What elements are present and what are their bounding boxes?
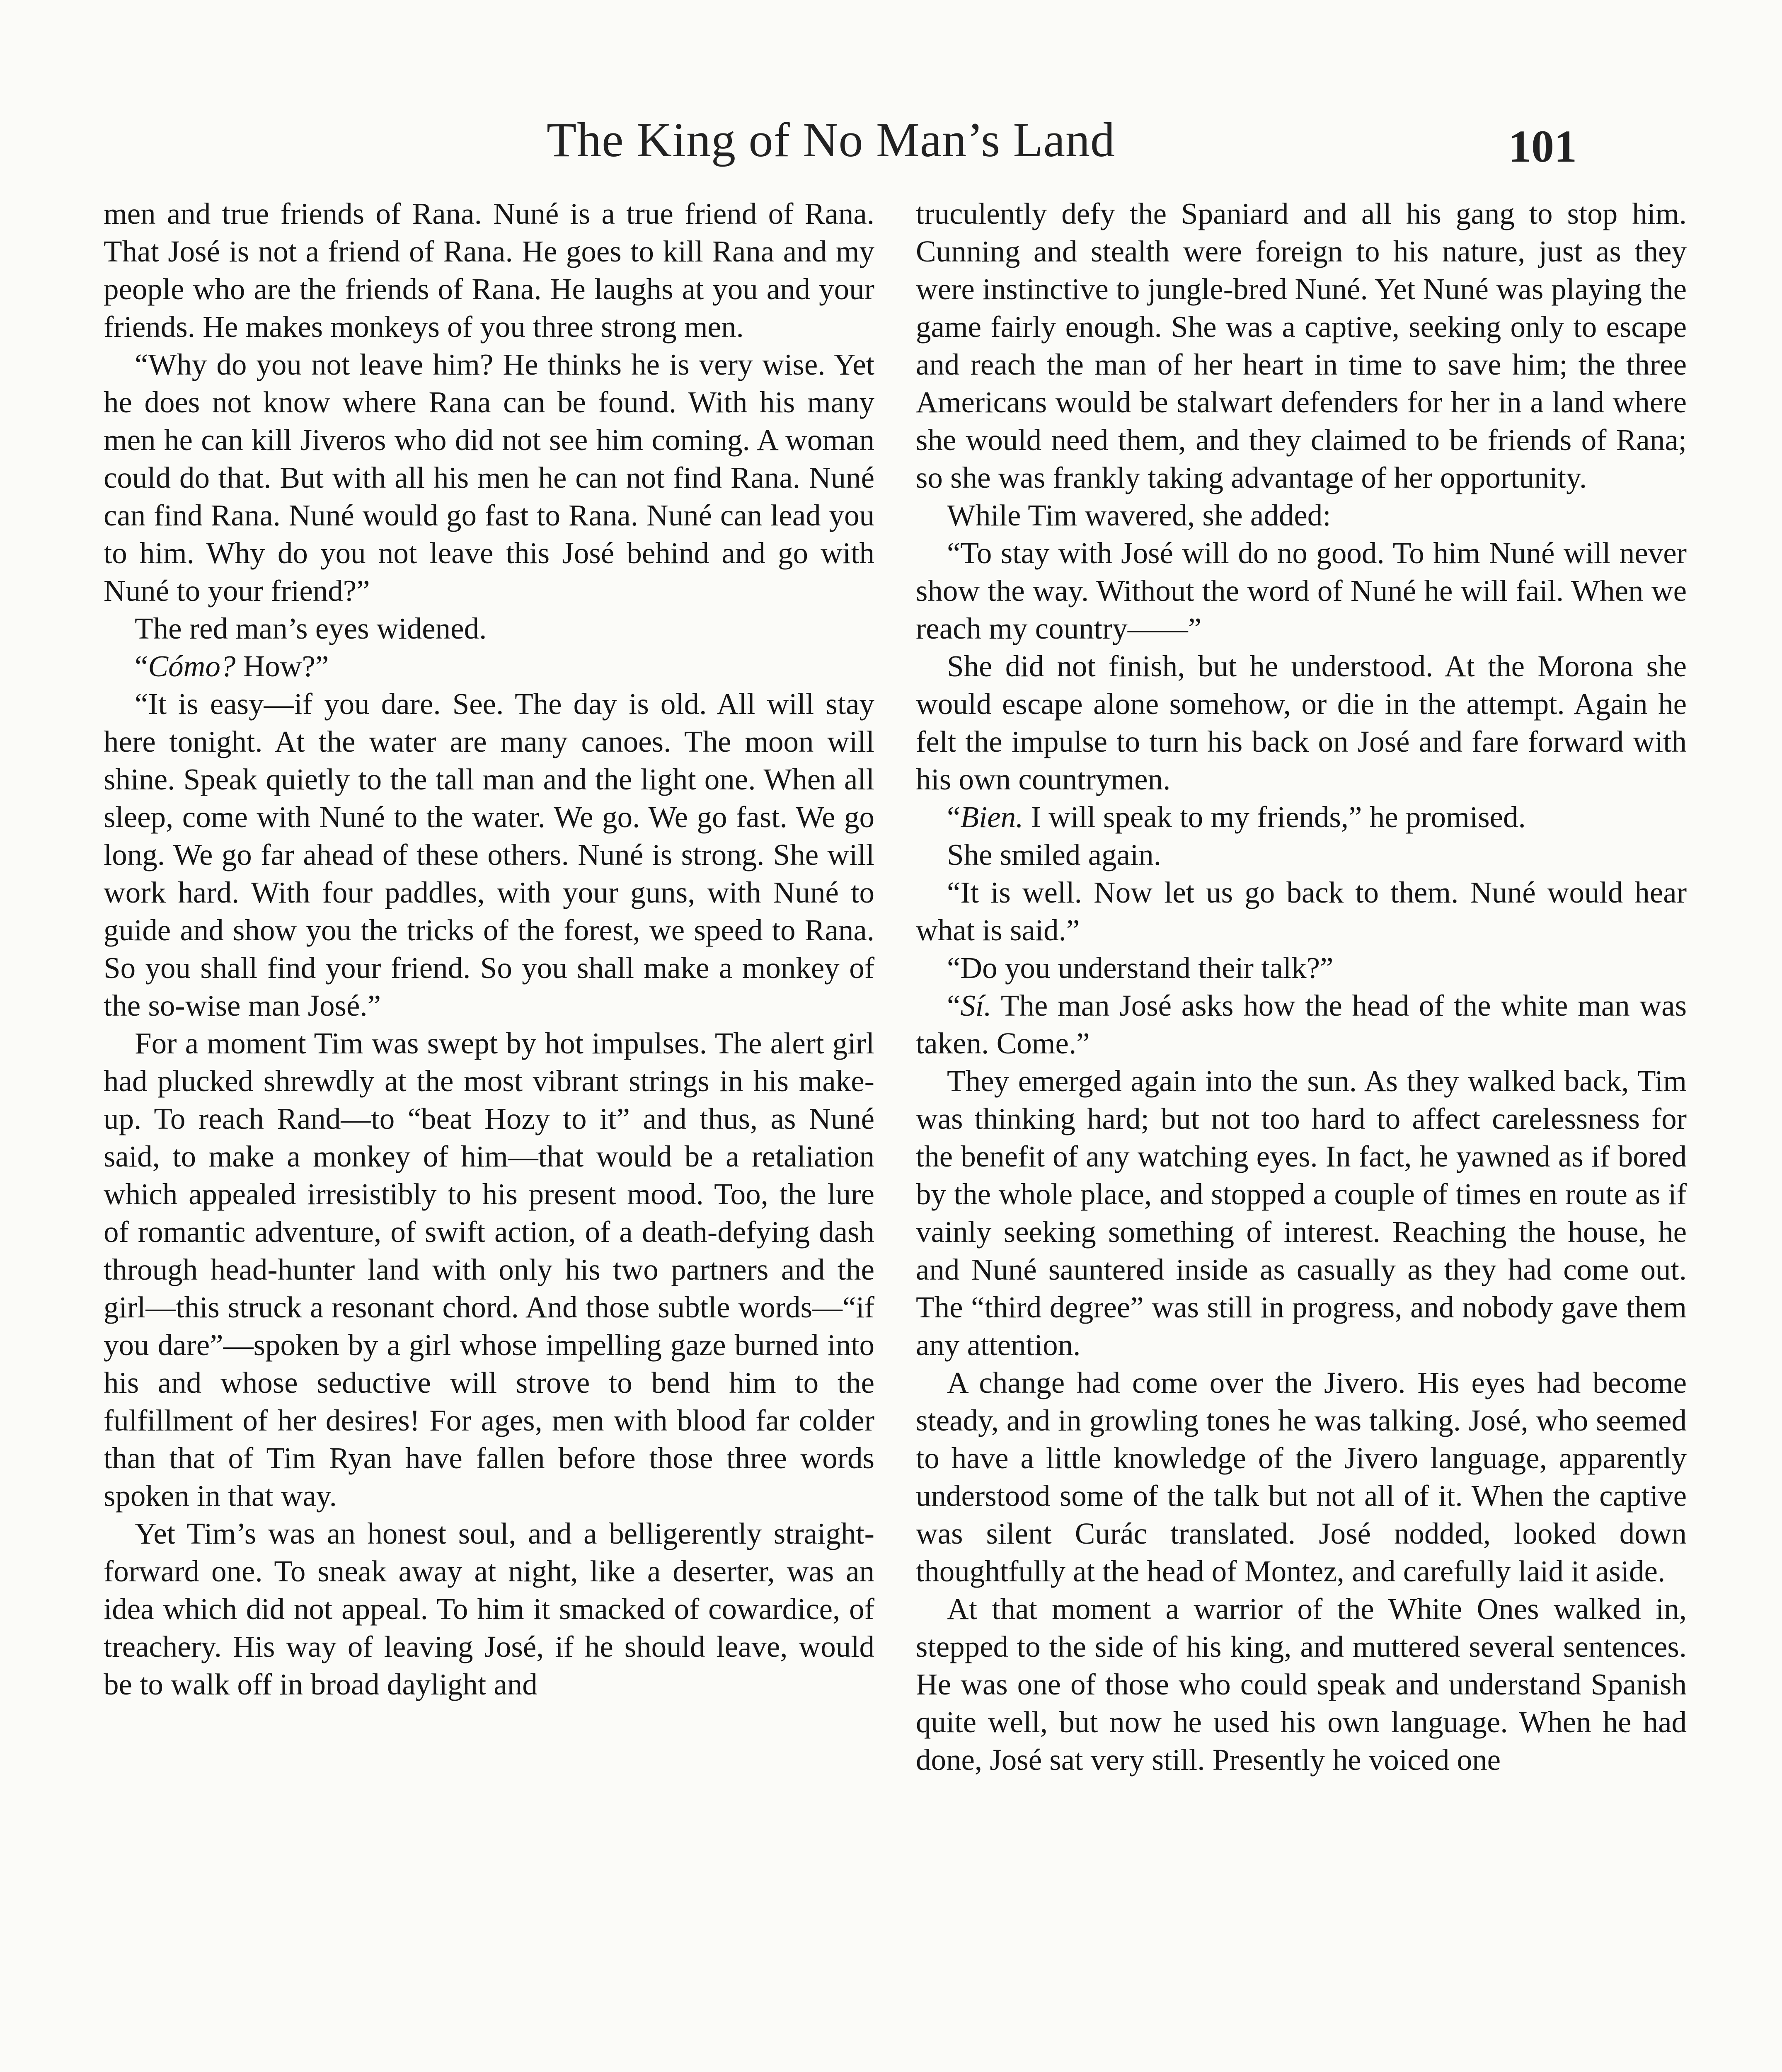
paragraph: “It is well. Now let us go back to them. Nuné would hear what is said.” <box>916 876 1687 947</box>
italic-word: Sí. <box>960 989 992 1022</box>
open-quote: “ <box>135 649 148 683</box>
paragraph: While Tim wavered, she added: <box>947 499 1331 532</box>
paragraph: truculently defy the Spaniard and all his gang to stop him. Cunning and stealth were foreign to his nature, just as they were instinctive to jungle-bred Nuné. Yet Nuné was playing the game fairly enough. She was a captive, seeking only to escape and reach the man of her heart in time to save him; the three Americans would be stalwart defenders for her in a land where she would need them, and they claimed to be friends of Rana; so she was frankly taking advantage of her opportunity. <box>916 197 1687 494</box>
open-quote: “ <box>947 989 961 1022</box>
paragraph: They emerged again into the sun. As they walked back, Tim was thinking hard; but not too hard to affect carelessness for the benefit of any watching eyes. In fact, he yawned as if bored by the whole place, and stopped a couple of times en route as if vainly seeking something of interest. Reaching the house, he and Nuné sauntered inside as casually as they had come out. The “third degree” was still in progress, and nobody gave them any attention. <box>916 1064 1687 1362</box>
paragraph <box>104 647 874 685</box>
paragraph: At that moment a warrior of the White Ones walked in, stepped to the side of his king, and muttered several sentences. He was one of those who could speak and understand Spanish quite well, but now he used his own language. When he had done, José sat very still. Presently he voiced one <box>916 1592 1687 1777</box>
paragraph-text: I will speak to my friends,” he promised. <box>1023 800 1526 834</box>
paragraph: “It is easy—if you dare. See. The day is old. All will stay here tonight. At the water are many canoes. The moon will shine. Speak quietly to the tall man and the light one. When all sleep, come with Nuné to the water. We go. We go fast. We go long. We go far ahead of these others. Nuné is strong. She will work hard. With four paddles, with your guns, with Nuné to guide and show you the tricks of the forest, we speed to Rana. So you shall find your friend. So you shall make a monkey of the so-wise man José.” <box>104 687 874 1022</box>
paragraph: The red man’s eyes widened. <box>135 612 487 645</box>
paragraph: She did not finish, but he understood. At the Morona she would escape alone somehow, or die in the attempt. Again he felt the impulse to turn his back on José and fare forward with his own countrymen. <box>916 649 1687 796</box>
paragraph: “To stay with José will do no good. To him Nuné will never show the way. Without the word of Nuné he will fail. When we reach my country——” <box>916 536 1687 645</box>
running-title: The King of No Man’s Land <box>547 113 1115 167</box>
right-column <box>916 195 1687 1779</box>
paragraph: Yet Tim’s was an honest soul, and a belligerently straight-forward one. To sneak away at night, like a deserter, was an idea which did not appeal. To him it smacked of cowardice, of treachery. His way of leaving José, if he should leave, would be to walk off in broad daylight and <box>104 1517 874 1701</box>
paragraph <box>916 798 1687 836</box>
italic-word: Bien. <box>960 800 1024 834</box>
paragraph: She smiled again. <box>947 838 1161 871</box>
paragraph: A change had come over the Jivero. His eyes had become steady, and in growling tones he was talking. José, who seemed to have a little knowledge of the Jivero language, apparently understood some of the talk but not all of it. When the captive was silent Curác translated. José nodded, looked down thoughtfully at the head of Montez, and carefully laid it aside. <box>916 1366 1687 1588</box>
page-number: 101 <box>1508 121 1577 172</box>
paragraph: “Do you understand their talk?” <box>947 951 1334 985</box>
open-quote: “ <box>947 800 961 834</box>
paragraph-text: How?” <box>235 649 329 683</box>
left-column <box>104 195 874 1703</box>
paragraph: men and true friends of Rana. Nuné is a true friend of Rana. That José is not a friend of Rana. He goes to kill Rana and my people who are the friends of Rana. He laughs at you and your friends. He makes monkeys of you three strong men. <box>104 197 874 344</box>
paragraph: For a moment Tim was swept by hot impulses. The alert girl had plucked shrewdly at the most vibrant strings in his make-up. To reach Rand—to “beat Hozy to it” and thus, as Nuné said, to make a monkey of him—that would be a retaliation which appealed irresistibly to his present mood. Too, the lure of romantic adventure, of swift action, of a death-defying dash through head-hunter land with only his two partners and the girl—this struck a resonant chord. And those subtle words—“if you dare”—spoken by a girl whose impelling gaze burned into his and whose seductive will strove to bend him to the fulfillment of her desires! For ages, men with blood far colder than that of Tim Ryan have fallen before those three words spoken in that way. <box>104 1026 874 1513</box>
paragraph-text: The man José asks how the head of the white man was taken. Come.” <box>916 989 1687 1060</box>
italic-word: Cómo? <box>148 649 236 683</box>
paragraph: “Why do you not leave him? He thinks he is very wise. Yet he does not know where Rana can be found. With his many men he can kill Jiveros who did not see him coming. A woman could do that. But with all his men he can not find Rana. Nuné can find Rana. Nuné would go fast to Rana. Nuné can lead you to him. Why do you not leave this José behind and go with Nuné to your friend?” <box>104 348 874 608</box>
paragraph <box>916 987 1687 1062</box>
